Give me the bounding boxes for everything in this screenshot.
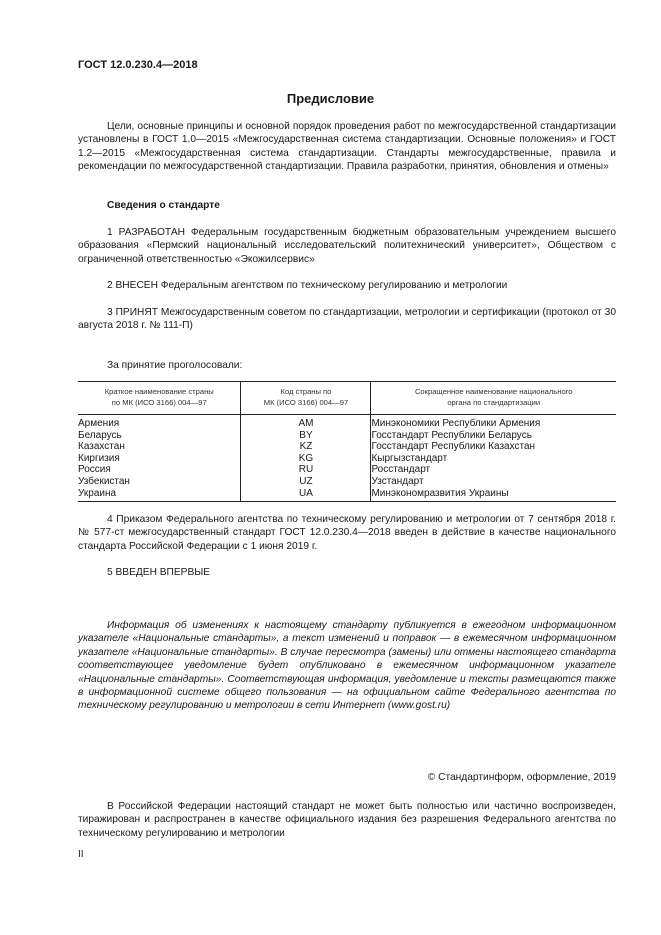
- country-name: Казахстан: [78, 441, 125, 453]
- country-name: Россия: [78, 464, 111, 476]
- header-organ: [371, 382, 616, 415]
- vote-table-header: [78, 382, 616, 415]
- voted-label: За принятие проголосовали:: [107, 360, 243, 371]
- country-code: RU: [298, 464, 314, 476]
- country-code: AM: [298, 418, 314, 429]
- changes-info: [78, 619, 616, 713]
- header-organ-line2: органа по стандартизации: [447, 397, 541, 407]
- intro-paragraph: [78, 120, 616, 174]
- country-name: Узбекистан: [78, 475, 130, 487]
- country-code: KG: [298, 452, 314, 464]
- rights-notice: [78, 800, 616, 840]
- country-names-column: [78, 415, 241, 502]
- country-name: Украина: [78, 487, 117, 499]
- item-introduced: 2 ВНЕСЕН Федеральным агентством по техническому регулированию и метрологии: [107, 280, 508, 291]
- country-code: UZ: [299, 475, 313, 487]
- item-order-text: 4 Приказом Федерального агентства по техническому регулированию и метрологии от 7 сентября 2018 г. № 577-ст межгосударственный стандарт ГОСТ 12.0.230.4—2018 введен в действие в качестве национального стандарта Российской Федерации с 1 июня 2019 г.: [78, 514, 616, 552]
- standards-organ: Узстандарт: [371, 475, 424, 487]
- header-code: [241, 382, 371, 415]
- header-organ-line1: Сокращенное наименование национального: [414, 387, 573, 396]
- item-order: [78, 513, 616, 553]
- header-code-line1: Код страны по: [280, 387, 332, 396]
- item-developed-text: 1 РАЗРАБОТАН Федеральным государственным бюджетным образовательным учреждением высшего образования «Пермский национальный исследовательский политехнический университет», Обществом с ограниченной ответственностью «Экожилсервис»: [78, 227, 616, 265]
- standards-organ: Госстандарт Республики Казахстан: [371, 441, 536, 453]
- header-country: [78, 382, 241, 415]
- vote-table: [78, 381, 616, 502]
- item-adopted: [78, 306, 616, 333]
- intro-text: Цели, основные принципы и основной порядок проведения работ по межгосударственной стандартизации установлены в ГОСТ 1.0—2015 «Межгосударственная система стандартизации. Основные положения» и ГОСТ 1.2—2015 «Межгосударственная система стандартизации. Стандарты межгосударственные, правила и рекомендации по межгосударственной стандартизации. Правила разработки, принятия, обновления и отмены»: [78, 121, 616, 173]
- country-name: Киргизия: [78, 452, 120, 464]
- standards-organ: Минэкономразвития Украины: [371, 487, 509, 499]
- standards-organ: Минэкономики Республики Армения: [371, 418, 541, 429]
- country-code: KZ: [299, 441, 313, 453]
- copyright-notice: © Стандартинформ, оформление, 2019: [427, 772, 616, 783]
- changes-info-text: Информация об изменениях к настоящему стандарту публикуется в ежегодном информационном указателе «Национальные стандарты», а текст изменений и поправок — в ежемесячном информационном указателе «Национальные стандарты». В случае пересмотра (замены) или отмены настоящего стандарта соответствующее уведомление будет опубликовано в ежемесячном информационном указателе «Национальные стандарты». Соответствующая информация, уведомление и тексты размещаются также в информационной системе общего пользования — на официальном сайте Федерального агентства по техническому регулированию и метрологии в сети Интернет (www.gost.ru): [78, 620, 616, 712]
- item-developed: [78, 226, 616, 266]
- info-heading: Сведения о стандарте: [107, 200, 220, 211]
- country-name: Армения: [78, 418, 120, 429]
- standards-organ: Госстандарт Республики Беларусь: [371, 429, 532, 441]
- standards-organ: Росстандарт: [371, 464, 431, 476]
- vote-table-body: [78, 415, 616, 502]
- header-code-line2: МК (ИСО 3166) 004—97: [263, 397, 349, 407]
- page-number: II: [78, 849, 84, 860]
- country-codes-column: [241, 415, 371, 502]
- standards-organ: Кыргызстандарт: [371, 452, 448, 464]
- country-code: BY: [299, 429, 313, 441]
- standards-organs-column: [371, 415, 616, 502]
- document-code: ГОСТ 12.0.230.4—2018: [78, 59, 198, 71]
- header-country-line2: по МК (ИСО 3166) 004—97: [111, 397, 207, 407]
- country-name: Беларусь: [78, 429, 122, 441]
- country-code: UA: [299, 487, 313, 499]
- header-country-line1: Краткое наименование страны: [104, 387, 214, 396]
- page-title: Предисловие: [286, 91, 375, 106]
- item-first-time: 5 ВВЕДЕН ВПЕРВЫЕ: [107, 567, 211, 578]
- rights-notice-text: В Российской Федерации настоящий стандарт не может быть полностью или частично воспроизведен, тиражирован и распространен в качестве официального издания без разрешения Федерального агентства по техническому регулированию и метрологии: [78, 801, 616, 839]
- item-adopted-text: 3 ПРИНЯТ Межгосударственным советом по стандартизации, метрологии и сертификации (протокол от 30 августа 2018 г. № 111-П): [78, 307, 616, 332]
